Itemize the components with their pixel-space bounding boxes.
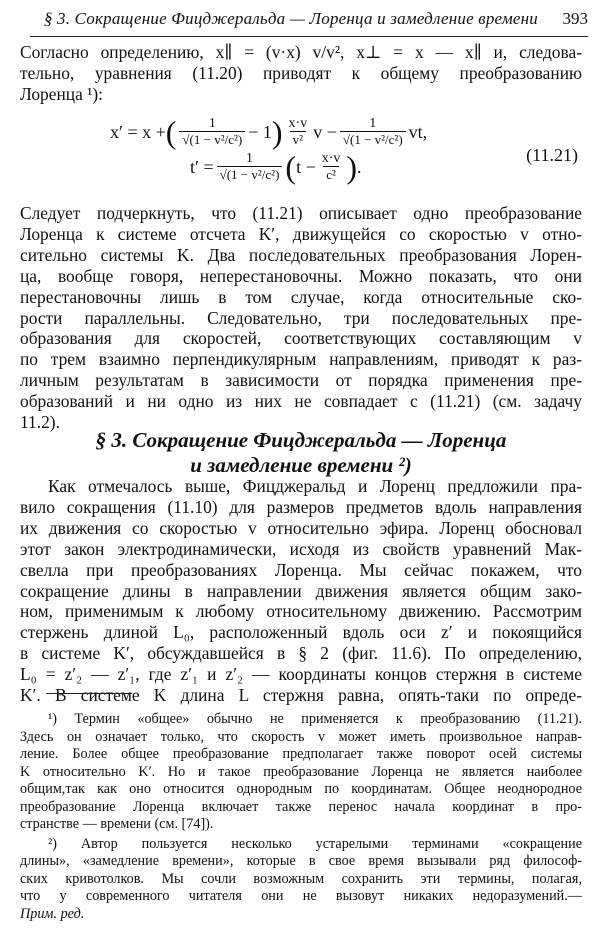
section-title-line: и замедление времени ²)	[190, 453, 412, 477]
footnote-line: ²) Автор пользуется несколько устарелыми терминами «сокращение	[48, 835, 582, 852]
text-line: ном, применимым к любому относительному движению. Рассмотрим	[20, 601, 582, 622]
text-line: образований и ни одно из них не совпадает с (11.21) (см. задачу	[20, 391, 582, 412]
denominator: √(1 − v²/c²)	[340, 131, 406, 148]
text-line: Следует подчеркнуть, что (11.21) описывает одно преобразование	[20, 203, 582, 223]
paren-close: )	[346, 149, 358, 185]
footnotes	[20, 711, 582, 923]
equation-number: (11.21)	[526, 145, 578, 165]
text-line: рости параллельны. Следовательно, три последовательных пре-	[20, 307, 582, 328]
formula-term: − 1	[248, 121, 272, 142]
numerator: 1	[208, 116, 216, 131]
paren-close: )	[271, 114, 283, 150]
text-line: тельно, уравнения (11.20) приводят к общему преобразованию	[20, 62, 582, 83]
formula-term: v −	[313, 121, 337, 142]
numerator: x·v	[288, 116, 308, 131]
text-line: образования для скоростей, соответствующих составляющим v	[20, 328, 582, 349]
text-line: ца, вообще говоря, неперестановочны. Можно показать, что они	[20, 265, 582, 286]
footnote-rule	[46, 693, 132, 694]
fraction	[179, 116, 245, 148]
text-line: стержень длиной L₀, расположенный вдоль оси z′ и покоящийся	[20, 622, 582, 643]
text-line: Лоренца ¹):	[20, 83, 103, 104]
text-line: сительно системы K. Два последовательных преобразования Лорен-	[20, 244, 582, 265]
footnote-line: преобразование Лоренца включает также перенос начала координат в про-	[20, 798, 582, 815]
footnote-line: что у современного читателя они не вызовут никаких недоразумений.—	[20, 888, 582, 904]
formula-t-prime	[110, 151, 590, 193]
text-line: по трем взаимно перпендикулярным направлениям, приводят к раз-	[20, 349, 582, 370]
text-line: вило сокращения (11.10) для размеров предметов вдоль направления	[20, 496, 582, 517]
text-line: K′. В системе K длина L стержня равна, опять-таки по опреде-	[20, 685, 582, 706]
paragraph-2	[20, 476, 582, 706]
footnote-line: странстве — времени (см. [74]).	[20, 816, 214, 832]
text-line: свелла при преобразованиях Лоренца. Мы сейчас покажем, что	[20, 559, 582, 580]
fraction	[319, 151, 344, 183]
section-heading	[20, 428, 582, 478]
footnote-line: ских кривотолков. Мы сочли возможным сохранить эти термины, полагая,	[20, 870, 582, 887]
text-line: 11.2).	[20, 412, 60, 433]
formula-lhs: x′ = x +	[110, 121, 166, 142]
text-line: личным результатам в зависимости от порядка применения пре-	[20, 370, 582, 391]
numerator: 1	[246, 151, 253, 166]
numerator: 1	[369, 116, 377, 131]
formula-term: t −	[296, 156, 316, 177]
footnote-2	[20, 836, 582, 924]
text-line: Согласно определению, x∥ = (v·x) v/v², x⊥ = x — x∥ и, следова-	[20, 42, 582, 62]
paren-open: (	[285, 149, 297, 185]
footnote-1	[20, 711, 582, 834]
text-line: их движения со скоростью v относительно эфира. Лоренц обосновал	[20, 517, 582, 538]
text-line: в системе K′, обсуждавшейся в § 2 (фиг. 11.6). По определению,	[20, 643, 582, 664]
footnote-line: K относительно K′. Но и такое преобразование Лоренца не является наиболее	[20, 763, 582, 780]
formula-lhs: t′ =	[190, 156, 214, 177]
section-title-line: § 3. Сокращение Фицджеральда — Лоренца	[95, 428, 507, 452]
text-line: L₀ = z′₂ — z′₁, где z′₁ и z′₂ — координаты концов стержня в системе	[20, 664, 582, 685]
text-line: этот закон электродинамически, исходя из свойств уравнений Мак-	[20, 538, 582, 559]
fraction	[286, 116, 311, 148]
page-number: 393	[562, 9, 588, 28]
denominator: √(1 − v²/c²)	[179, 131, 245, 148]
formula-term: .	[357, 156, 362, 177]
footnote-line: общим,так как оно относится однородным по координатам. Общее неоднородное	[20, 781, 582, 797]
text-line: перестановочны лишь в том случае, когда относительные ско-	[20, 286, 582, 307]
footnote-line: ление. Более общее преобразование предполагает также поворот осей системы	[20, 746, 582, 762]
text-line: сокращение длины в направлении движения является общим зако-	[20, 580, 582, 601]
fraction	[217, 151, 283, 183]
footnote-line: Прим. ред.	[20, 905, 85, 922]
paragraph-1	[20, 203, 582, 433]
text-line: Лоренца к системе отсчета K′, движущейся со скоростью v отно-	[20, 223, 582, 244]
footnote-line: Здесь он означает только, что скорость v может иметь произвольное направ-	[20, 728, 582, 745]
formula-term: vt,	[408, 121, 428, 142]
numerator: x·v	[321, 151, 341, 166]
footnote-line: ¹) Термин «общее» обычно не применяется к преобразованию (11.21).	[48, 711, 582, 727]
intro-paragraph	[20, 42, 582, 105]
denominator: √(1 − v²/c²)	[217, 166, 283, 183]
fraction	[340, 116, 406, 148]
denominator: c²	[323, 166, 339, 183]
running-header	[30, 6, 588, 32]
header-rule	[30, 36, 588, 37]
running-title: § 3. Сокращение Фицджеральда — Лоренца и замедление времени	[43, 9, 538, 28]
text-line: Как отмечалось выше, Фицджеральд и Лоренц предложили пра-	[48, 476, 582, 496]
denominator: v²	[290, 131, 306, 148]
paren-open: (	[165, 114, 177, 150]
footnote-line: длины», «замедление времени», которые в свое время вызывали ряд философ-	[20, 853, 582, 869]
